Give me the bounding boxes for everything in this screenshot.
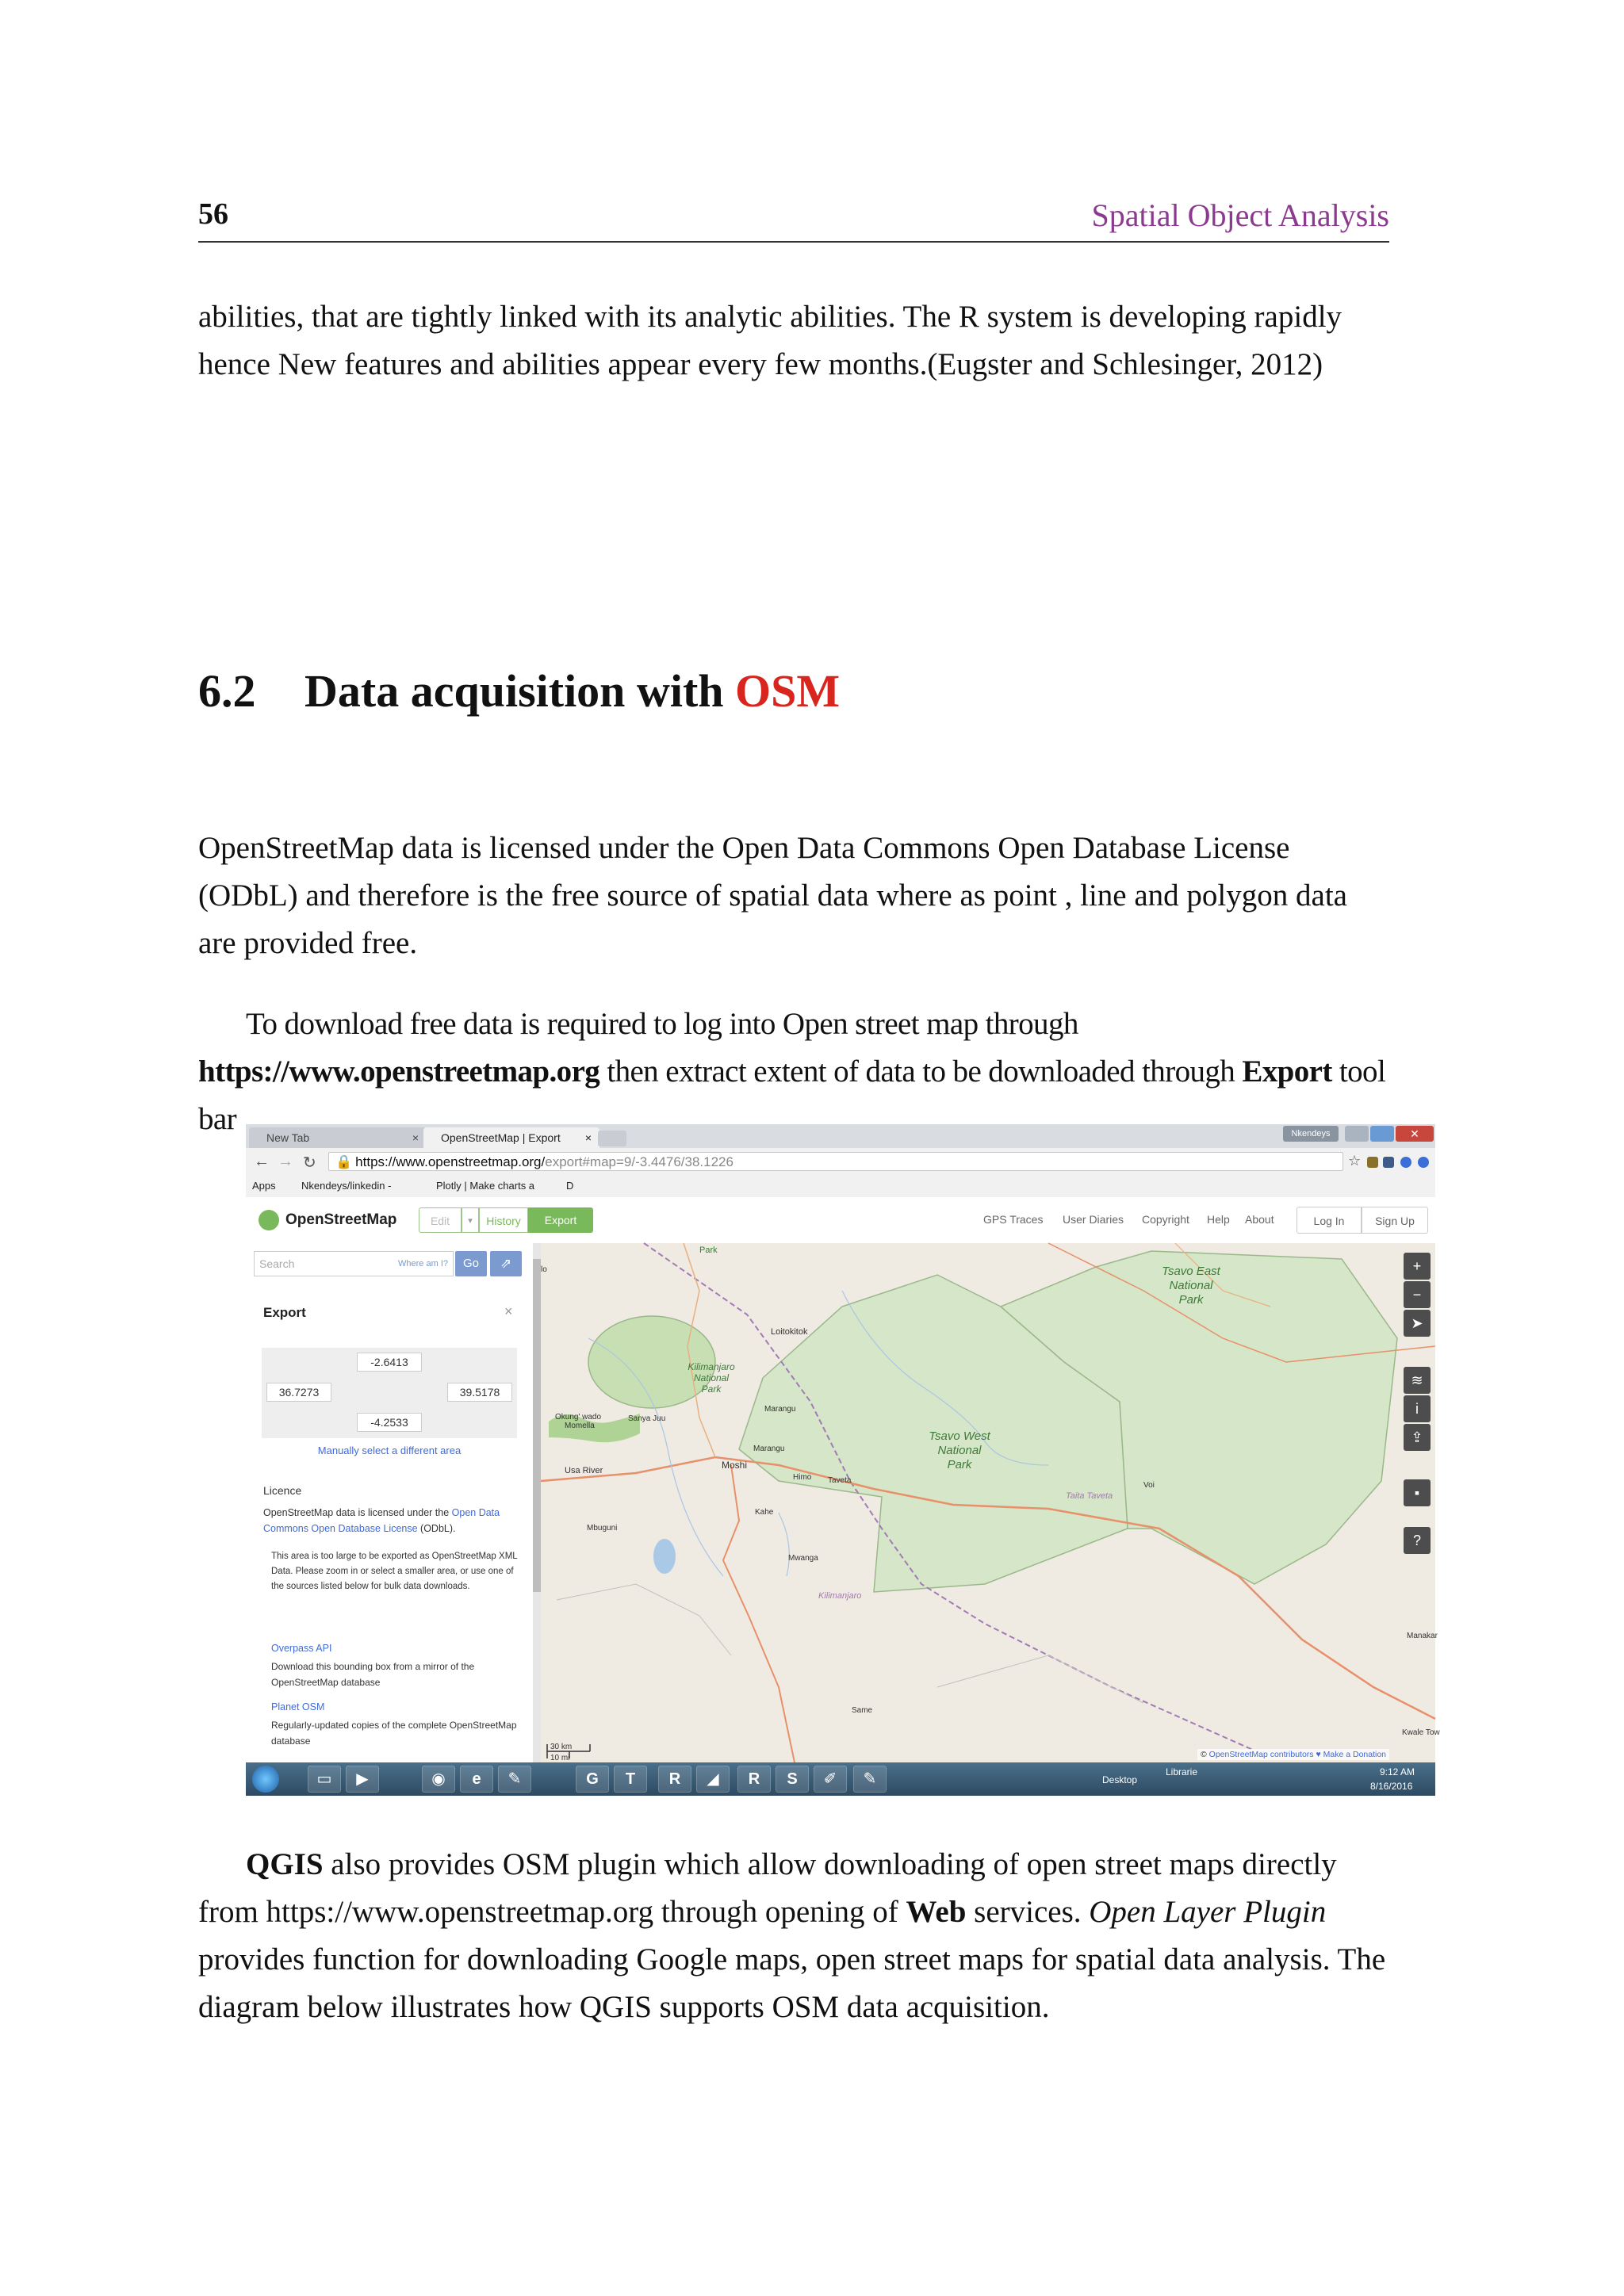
nav-user-diaries[interactable]: User Diaries bbox=[1063, 1213, 1124, 1226]
osm-navbar bbox=[246, 1197, 1435, 1244]
chrome-icon[interactable]: ◉ bbox=[422, 1766, 455, 1793]
url-path: export#map=9/-3.4476/38.1226 bbox=[545, 1154, 733, 1169]
map-label: Kwale Tow bbox=[1402, 1728, 1440, 1737]
scale-km: 30 km bbox=[550, 1743, 573, 1751]
star-icon[interactable]: ☆ bbox=[1348, 1153, 1362, 1169]
internet-explorer-icon[interactable]: e bbox=[460, 1766, 493, 1793]
download-text-1: To download free data is required to log into Open street map through bbox=[246, 1007, 1078, 1041]
map-label: Kilimanjaro bbox=[818, 1591, 862, 1601]
map-label: National bbox=[693, 1372, 730, 1383]
close-icon[interactable]: × bbox=[412, 1131, 419, 1144]
running-title: Spatial Object Analysis bbox=[1091, 197, 1389, 233]
osm-export-screenshot bbox=[246, 1124, 1440, 1796]
map-view[interactable] bbox=[541, 1243, 1440, 1762]
sidebar-scroll-thumb[interactable] bbox=[533, 1259, 541, 1592]
map-label: Okung' wado bbox=[555, 1413, 602, 1422]
tab-label: OpenStreetMap | Export bbox=[441, 1131, 561, 1144]
attribution-copyright: © bbox=[1201, 1750, 1209, 1759]
pdf-tool-icon[interactable]: G bbox=[576, 1766, 609, 1793]
signup-button[interactable]: Sign Up bbox=[1362, 1207, 1428, 1234]
south-field[interactable]: -4.2533 bbox=[357, 1413, 422, 1432]
export-sidebar bbox=[246, 1243, 541, 1762]
tex-editor-icon[interactable]: T bbox=[614, 1766, 647, 1793]
qgis-text-2: services. bbox=[966, 1895, 1090, 1929]
licence-text-1: OpenStreetMap data is licensed under the bbox=[263, 1507, 452, 1518]
locate-icon[interactable]: ➤ bbox=[1404, 1310, 1431, 1337]
map-label: Momella bbox=[565, 1422, 595, 1430]
nav-about[interactable]: About bbox=[1245, 1213, 1274, 1226]
edit-dropdown-icon[interactable]: ▾ bbox=[462, 1207, 479, 1233]
page-header bbox=[198, 193, 1389, 243]
map-label: Moshi bbox=[722, 1460, 748, 1471]
map-label: Park bbox=[947, 1458, 972, 1471]
east-field[interactable]: 39.5178 bbox=[447, 1383, 512, 1402]
planet-osm-link[interactable]: Planet OSM bbox=[271, 1701, 325, 1712]
map-label: Himo bbox=[793, 1473, 812, 1482]
map-label: Marangu bbox=[764, 1405, 796, 1414]
browser-tab-new[interactable] bbox=[249, 1127, 427, 1148]
map-label: Park bbox=[699, 1246, 718, 1255]
file-explorer-icon[interactable]: ▭ bbox=[308, 1766, 341, 1793]
new-tab-button[interactable] bbox=[598, 1131, 626, 1146]
extension-icon[interactable] bbox=[1418, 1157, 1429, 1168]
help-icon[interactable]: ? bbox=[1404, 1527, 1431, 1554]
where-am-i-link[interactable]: Where am I? bbox=[398, 1259, 448, 1269]
map-label: Tsavo East bbox=[1162, 1265, 1220, 1278]
qgis-text-3: provides function for downloading Google maps, open street maps for spatial data analysis. The diagram below illustrates how QGIS supports OSM data acquisition. bbox=[198, 1942, 1386, 2024]
back-arrow-icon[interactable]: ← bbox=[254, 1153, 270, 1170]
paragraph-license: OpenStreetMap data is licensed under the Open Data Commons Open Database License (ODbL) and therefore is the free source of spatial data where as point , line and polygon data are provided free. bbox=[198, 831, 1347, 960]
bookmark-plotly[interactable]: Plotly | Make charts a bbox=[436, 1180, 535, 1192]
window-close-button[interactable]: ✕ bbox=[1396, 1126, 1434, 1142]
map-label: lo bbox=[541, 1265, 547, 1274]
minimize-button[interactable] bbox=[1345, 1126, 1369, 1142]
reload-icon[interactable]: ↻ bbox=[303, 1154, 316, 1172]
map-canvas[interactable] bbox=[541, 1243, 1440, 1762]
windows-taskbar bbox=[246, 1762, 1435, 1796]
bookmark-gmail[interactable]: D bbox=[566, 1180, 574, 1192]
paragraph-download bbox=[198, 1001, 1389, 1143]
map-label: Marangu bbox=[753, 1445, 785, 1453]
url-field[interactable] bbox=[328, 1152, 1343, 1171]
info-icon[interactable]: i bbox=[1404, 1395, 1431, 1422]
map-label: National bbox=[1169, 1279, 1213, 1292]
extension-icon[interactable] bbox=[1367, 1157, 1378, 1168]
bookmarks-bar bbox=[246, 1175, 1435, 1197]
export-title: Export bbox=[263, 1305, 306, 1320]
tab-label: New Tab bbox=[266, 1131, 310, 1144]
overpass-description: Download this bounding box from a mirror of the OpenStreetMap database bbox=[271, 1661, 475, 1688]
qgis-text-1: also provides OSM plugin which allow downloading of open street maps directly from https://www.openstreetmap.org through opening of bbox=[198, 1847, 1337, 1929]
osm-brand[interactable]: OpenStreetMap bbox=[285, 1211, 397, 1228]
layers-icon[interactable]: ≋ bbox=[1404, 1367, 1431, 1394]
zoom-out-icon[interactable]: − bbox=[1404, 1281, 1431, 1308]
bookmark-apps[interactable]: Apps bbox=[252, 1180, 276, 1192]
osm-contributors-link[interactable]: OpenStreetMap contributors bbox=[1208, 1750, 1314, 1759]
r-icon[interactable]: R bbox=[658, 1766, 691, 1793]
browser-tab-osm-export[interactable] bbox=[423, 1127, 599, 1148]
zoom-in-icon[interactable]: + bbox=[1404, 1253, 1431, 1280]
map-label: Taveta bbox=[828, 1476, 852, 1485]
export-button[interactable]: Export bbox=[528, 1207, 593, 1233]
osm-logo-icon[interactable] bbox=[259, 1210, 279, 1230]
windows-start-icon[interactable] bbox=[252, 1766, 279, 1793]
address-bar-row bbox=[246, 1148, 1435, 1176]
rstudio-icon[interactable]: R bbox=[737, 1766, 771, 1793]
odbl-link[interactable]: Open Data Commons Open Database License bbox=[263, 1507, 500, 1534]
nav-copyright[interactable]: Copyright bbox=[1142, 1213, 1189, 1226]
map-label: Mwanga bbox=[788, 1554, 818, 1563]
qgis-browser-icon[interactable]: ✎ bbox=[853, 1766, 887, 1793]
bbox-coordinates bbox=[262, 1348, 517, 1438]
licence-heading: Licence bbox=[263, 1484, 302, 1497]
open-layer-plugin-term: Open Layer Plugin bbox=[1089, 1895, 1327, 1929]
edit-button[interactable]: Edit bbox=[419, 1207, 462, 1233]
taskbar-libraries-label[interactable]: Librarie bbox=[1166, 1766, 1198, 1777]
clock-date[interactable]: 8/16/2016 bbox=[1370, 1781, 1413, 1792]
editor-icon[interactable]: ◢ bbox=[696, 1766, 730, 1793]
qgis-term: QGIS bbox=[246, 1847, 324, 1881]
map-label: Sanya Juu bbox=[628, 1414, 666, 1423]
maximize-button[interactable] bbox=[1370, 1126, 1394, 1142]
note-icon[interactable]: ▪ bbox=[1404, 1479, 1431, 1506]
section-number: 6.2 bbox=[198, 665, 256, 717]
area-too-large-note: This area is too large to be exported as OpenStreetMap XML Data. Please zoom in or select a smaller area, or use one of the sources listed below for bulk data downloads. bbox=[271, 1552, 518, 1591]
map-label: Taita Taveta bbox=[1066, 1491, 1113, 1501]
qgis-icon[interactable]: ✎ bbox=[498, 1766, 531, 1793]
map-label: Kahe bbox=[755, 1508, 774, 1517]
planet-description: Regularly-updated copies of the complete OpenStreetMap database bbox=[271, 1720, 517, 1747]
spreadsheet-icon[interactable]: S bbox=[776, 1766, 809, 1793]
close-icon[interactable]: × bbox=[584, 1131, 592, 1144]
map-label: Same bbox=[852, 1706, 873, 1715]
map-attribution bbox=[1197, 1749, 1389, 1760]
donation-link[interactable]: ♥ Make a Donation bbox=[1313, 1750, 1387, 1759]
download-text-2: then extract extent of data to be downloaded through bbox=[599, 1054, 1243, 1089]
search-placeholder: Search bbox=[259, 1257, 295, 1270]
paint-icon[interactable]: ✐ bbox=[814, 1766, 847, 1793]
browser-tab-bar bbox=[246, 1124, 1435, 1148]
manual-select-link[interactable]: Manually select a different area bbox=[317, 1445, 462, 1456]
directions-icon[interactable]: ⇗ bbox=[490, 1251, 522, 1276]
west-field[interactable]: 36.7273 bbox=[266, 1383, 331, 1402]
map-label: Tsavo West bbox=[929, 1429, 990, 1443]
nav-help[interactable]: Help bbox=[1207, 1213, 1230, 1226]
licence-text bbox=[263, 1505, 525, 1536]
search-input[interactable] bbox=[254, 1251, 454, 1276]
extension-icon[interactable] bbox=[1383, 1157, 1394, 1168]
share-icon[interactable]: ⇪ bbox=[1404, 1424, 1431, 1451]
taskbar-desktop-label[interactable]: Desktop bbox=[1102, 1774, 1138, 1785]
map-label: Mbuguni bbox=[587, 1524, 618, 1533]
media-player-icon[interactable]: ▶ bbox=[346, 1766, 379, 1793]
window-user-badge: Nkendeys bbox=[1283, 1126, 1339, 1142]
map-label: National bbox=[937, 1444, 982, 1457]
bookmark-linkedin[interactable]: Nkendeys/linkedin - bbox=[301, 1180, 392, 1192]
history-button[interactable]: History bbox=[479, 1207, 528, 1233]
clock-time[interactable]: 9:12 AM bbox=[1380, 1766, 1415, 1777]
map-label: Usa River bbox=[565, 1466, 603, 1475]
page-number: 56 bbox=[198, 197, 228, 231]
paragraph-intro: abilities, that are tightly linked with its analytic abilities. The R system is developing rapidly hence New features and abilities appear every few months.(Eugster and Schlesinger, 2012) bbox=[198, 300, 1342, 381]
web-term: Web bbox=[906, 1895, 967, 1929]
licence-text-2: (ODbL). bbox=[417, 1523, 456, 1534]
osm-url: https://www.openstreetmap.org bbox=[198, 1054, 600, 1089]
go-button[interactable]: Go bbox=[455, 1251, 487, 1276]
export-term: Export bbox=[1242, 1054, 1332, 1089]
map-label: Voi bbox=[1143, 1481, 1155, 1490]
map-label: Kilimanjaro bbox=[688, 1361, 735, 1372]
nav-gps-traces[interactable]: GPS Traces bbox=[983, 1213, 1044, 1226]
url-host: https://www.openstreetmap.org/ bbox=[355, 1154, 546, 1169]
section-heading bbox=[198, 664, 840, 718]
login-button[interactable]: Log In bbox=[1297, 1207, 1362, 1234]
close-icon[interactable]: × bbox=[504, 1303, 513, 1319]
extension-icon[interactable] bbox=[1400, 1157, 1411, 1168]
paragraph-qgis bbox=[198, 1841, 1389, 2031]
map-label: Park bbox=[1178, 1293, 1204, 1307]
map-label: Park bbox=[701, 1383, 722, 1395]
forward-arrow-icon[interactable]: → bbox=[278, 1153, 293, 1170]
north-field[interactable]: -2.6413 bbox=[357, 1353, 422, 1372]
lock-icon: 🔒 bbox=[335, 1154, 353, 1169]
map-label: Loitokitok bbox=[771, 1327, 808, 1337]
section-title: Data acquisition with bbox=[304, 665, 736, 717]
scale-mi: 10 mi bbox=[550, 1754, 570, 1762]
download-text-3: tool bar bbox=[198, 1054, 1386, 1136]
overpass-api-link[interactable]: Overpass API bbox=[271, 1643, 332, 1654]
map-label: Manakar bbox=[1407, 1632, 1438, 1640]
section-title-acronym-link[interactable]: OSM bbox=[735, 665, 841, 717]
